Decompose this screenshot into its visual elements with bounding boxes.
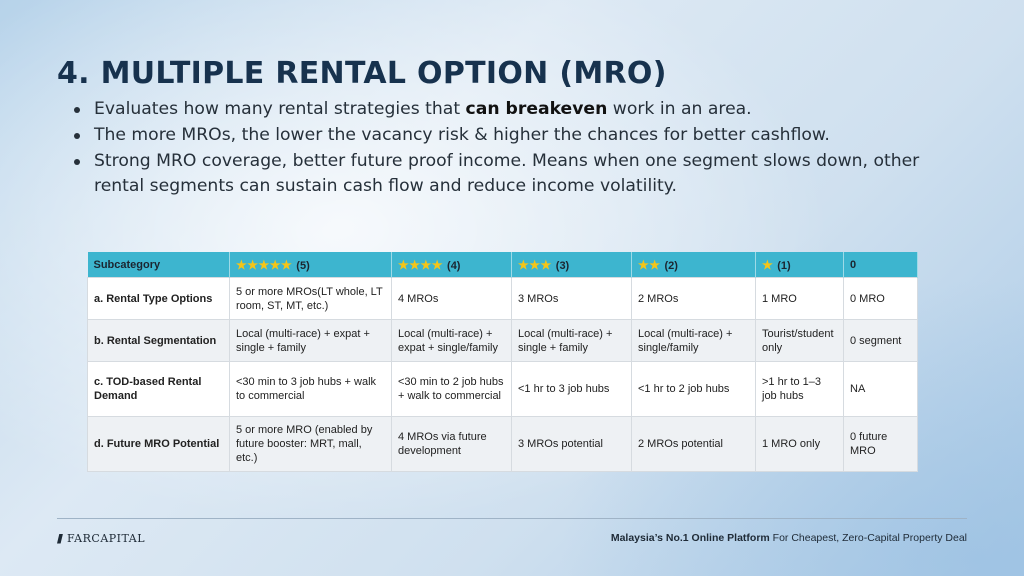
star-icons: ★★★ (518, 257, 552, 272)
mro-rating-table (87, 252, 918, 472)
subcategory-cell: b. Rental Segmentation (88, 320, 230, 362)
subcategory-cell: a. Rental Type Options (88, 278, 230, 320)
header-rating-5 (230, 252, 392, 278)
page-title: 4. MULTIPLE RENTAL OPTION (MRO) (57, 56, 667, 91)
table-cell: 5 or more MRO (enabled by future booster: MRT, mall, etc.) (230, 417, 392, 472)
table-row (88, 278, 918, 320)
table-cell: 3 MROs potential (512, 417, 632, 472)
header-rating-0: 0 (844, 252, 918, 278)
header-rating-3 (512, 252, 632, 278)
rating-label: (5) (296, 259, 310, 272)
table-cell: Tourist/student only (756, 320, 844, 362)
bullet-text: Strong MRO coverage, better future proof income. Means when one segment slows down, other rental segments can sustain cash flow and reduce income volatility. (94, 151, 920, 196)
bullet-item (72, 97, 972, 122)
bullet-emphasis: can breakeven (465, 99, 608, 119)
table-cell: <30 min to 3 job hubs + walk to commercial (230, 362, 392, 417)
logo-mark-icon (57, 534, 63, 544)
table-cell: 0 future MRO (844, 417, 918, 472)
table-cell: 0 MRO (844, 278, 918, 320)
star-icons: ★★ (638, 257, 661, 272)
rating-label: (3) (555, 259, 570, 272)
bullet-item (72, 123, 972, 148)
bullet-text: work in an area. (607, 99, 752, 119)
table-cell: <30 min to 2 job hubs + walk to commercial (392, 362, 512, 417)
table-cell: 4 MROs (392, 278, 512, 320)
table-cell: 4 MROs via future development (392, 417, 512, 472)
header-rating-2 (632, 252, 756, 278)
table-cell: 1 MRO only (756, 417, 844, 472)
rating-label: (1) (777, 259, 791, 272)
table-cell: Local (multi-race) + single + family (512, 320, 632, 362)
company-logo (57, 532, 145, 545)
table-cell: 3 MROs (512, 278, 632, 320)
header-subcategory: Subcategory (88, 252, 230, 278)
table-cell: <1 hr to 3 job hubs (512, 362, 632, 417)
header-rating-1 (756, 252, 844, 278)
table-cell: >1 hr to 1–3 job hubs (756, 362, 844, 417)
table-cell: 2 MROs (632, 278, 756, 320)
bullet-text: Evaluates how many rental strategies that (94, 99, 466, 119)
bullet-list (72, 97, 972, 200)
star-icons: ★★★★★ (236, 257, 293, 272)
subcategory-cell: c. TOD-based Rental Demand (88, 362, 230, 417)
table-row (88, 362, 918, 417)
tagline-text: For Cheapest, Zero-Capital Property Deal (769, 532, 967, 544)
rating-label: (4) (447, 259, 461, 272)
table-cell: Local (multi-race) + expat + single/family (392, 320, 512, 362)
bullet-item (72, 149, 972, 199)
table-cell: Local (multi-race) + single/family (632, 320, 756, 362)
table-cell: 2 MROs potential (632, 417, 756, 472)
table-header-row (88, 252, 918, 278)
header-rating-4 (392, 252, 512, 278)
table-row (88, 320, 918, 362)
table-cell: 0 segment (844, 320, 918, 362)
footer-divider (57, 518, 967, 519)
rating-label: (2) (664, 259, 678, 272)
table-cell: Local (multi-race) + expat + single + family (230, 320, 392, 362)
bullet-text: The more MROs, the lower the vacancy risk & higher the chances for better cashflow. (94, 125, 830, 145)
logo-text: FARCAPITAL (67, 532, 145, 545)
star-icons: ★ (762, 257, 774, 272)
table-cell: 1 MRO (756, 278, 844, 320)
table-cell: <1 hr to 2 job hubs (632, 362, 756, 417)
table-cell: NA (844, 362, 918, 417)
subcategory-cell: d. Future MRO Potential (88, 417, 230, 472)
table-row (88, 417, 918, 472)
footer-tagline (611, 532, 967, 544)
tagline-emphasis: Malaysia’s No.1 Online Platform (610, 532, 770, 544)
star-icons: ★★★★ (398, 257, 444, 272)
table-cell: 5 or more MROs(LT whole, LT room, ST, MT, etc.) (230, 278, 392, 320)
